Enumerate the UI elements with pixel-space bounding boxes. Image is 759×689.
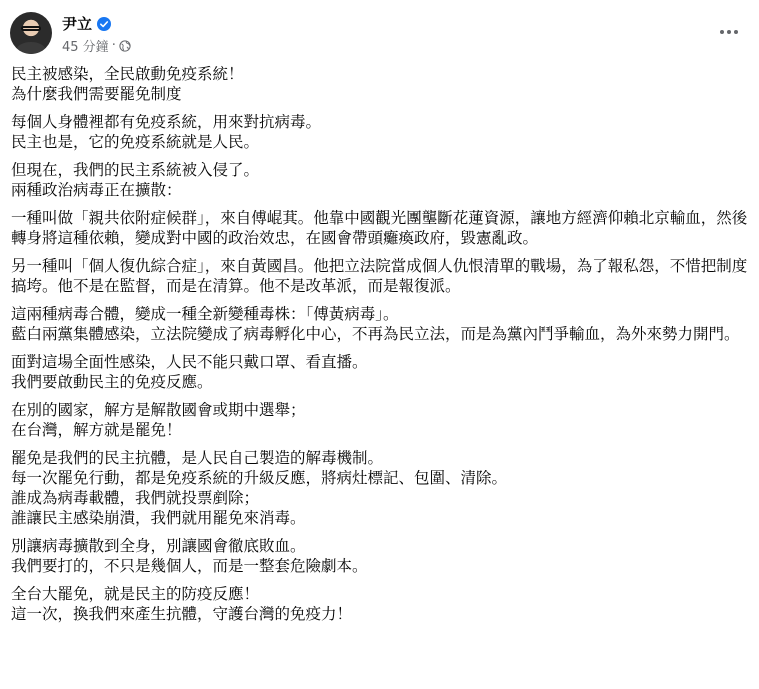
post-text-line: 一種叫做「親共依附症候群」，來自傅崐萁。他靠中國觀光團壟斷花蓮資源，讓地方經濟仰賴北京輸血，然後轉身將這種依賴，變成對中國的政治效忠，在國會帶頭癱瘓政府，毀憲亂政。 [11,209,748,247]
post-text-line: 面對這場全面性感染，人民不能只戴口罩、看直播。 [11,353,368,371]
post-text-line: 這兩種病毒合體，變成一種全新變種毒株：「傅黃病毒」。 [11,305,399,323]
post-text-line: 在別的國家，解方是解散國會或期中選舉； [11,401,306,419]
post-text-line: 為什麼我們需要罷免制度 [11,85,182,103]
more-options-button[interactable] [713,16,745,48]
post-text-line: 藍白兩黨集體感染，立法院變成了病毒孵化中心，不再為民立法，而是為黨內鬥爭輸血，為外來勢力開門。 [11,325,740,343]
author-name[interactable]: 尹立 [62,15,93,33]
post-paragraph [11,256,749,296]
post-text-line: 民主也是，它的免疫系統就是人民。 [11,133,260,151]
post-text-line: 兩種政治病毒正在擴散： [11,181,182,199]
post-header [10,10,749,58]
globe-icon[interactable] [119,40,131,52]
post-paragraph [11,400,749,440]
post-timestamp[interactable]: 45 分鐘 [62,40,109,55]
post-body [11,64,749,632]
post-paragraph [11,584,749,624]
post-text-line: 誰成為病毒載體，我們就投票剷除； [11,489,260,507]
meta-separator: · [111,38,116,53]
post-text-line: 但現在，我們的民主系統被入侵了。 [11,161,260,179]
post-text-line: 全台大罷免，就是民主的防疫反應！ [11,585,260,603]
post-text-line: 別讓病毒擴散到全身，別讓國會徹底敗血。 [11,537,306,555]
post-text-line: 誰讓民主感染崩潰，我們就用罷免來消毒。 [11,509,306,527]
post-paragraph [11,112,749,152]
post-paragraph [11,64,749,104]
post-text-line: 這一次，換我們來產生抗體，守護台灣的免疫力！ [11,605,353,623]
post-paragraph [11,448,749,528]
post-text-line: 罷免是我們的民主抗體，是人民自己製造的解毒機制。 [11,449,384,467]
post-paragraph [11,304,749,344]
avatar[interactable] [10,12,52,54]
post-text-line: 民主被感染，全民啟動免疫系統！ [11,65,244,83]
post-text-line: 我們要打的，不只是幾個人，而是一整套危險劇本。 [11,557,368,575]
author-row [62,13,111,34]
post-paragraph [11,160,749,200]
post-paragraph [11,208,749,248]
post-text-line: 每個人身體裡都有免疫系統，用來對抗病毒。 [11,113,322,131]
post-text-line: 我們要啟動民主的免疫反應。 [11,373,213,391]
post-paragraph [11,536,749,576]
post-paragraph [11,352,749,392]
post-text-line: 每一次罷免行動，都是免疫系統的升級反應，將病灶標記、包圍、清除。 [11,469,508,487]
post-text-line: 在台灣，解方就是罷免！ [11,421,182,439]
more-dots-icon [720,30,738,34]
post-text-line: 另一種叫「個人復仇綜合症」，來自黃國昌。他把立法院當成個人仇恨清單的戰場，為了報私怨，不惜把制度搞垮。他不是在監督，而是在清算。他不是改革派，而是報復派。 [11,257,748,295]
verified-badge-icon [97,17,111,31]
post-meta [62,36,131,55]
